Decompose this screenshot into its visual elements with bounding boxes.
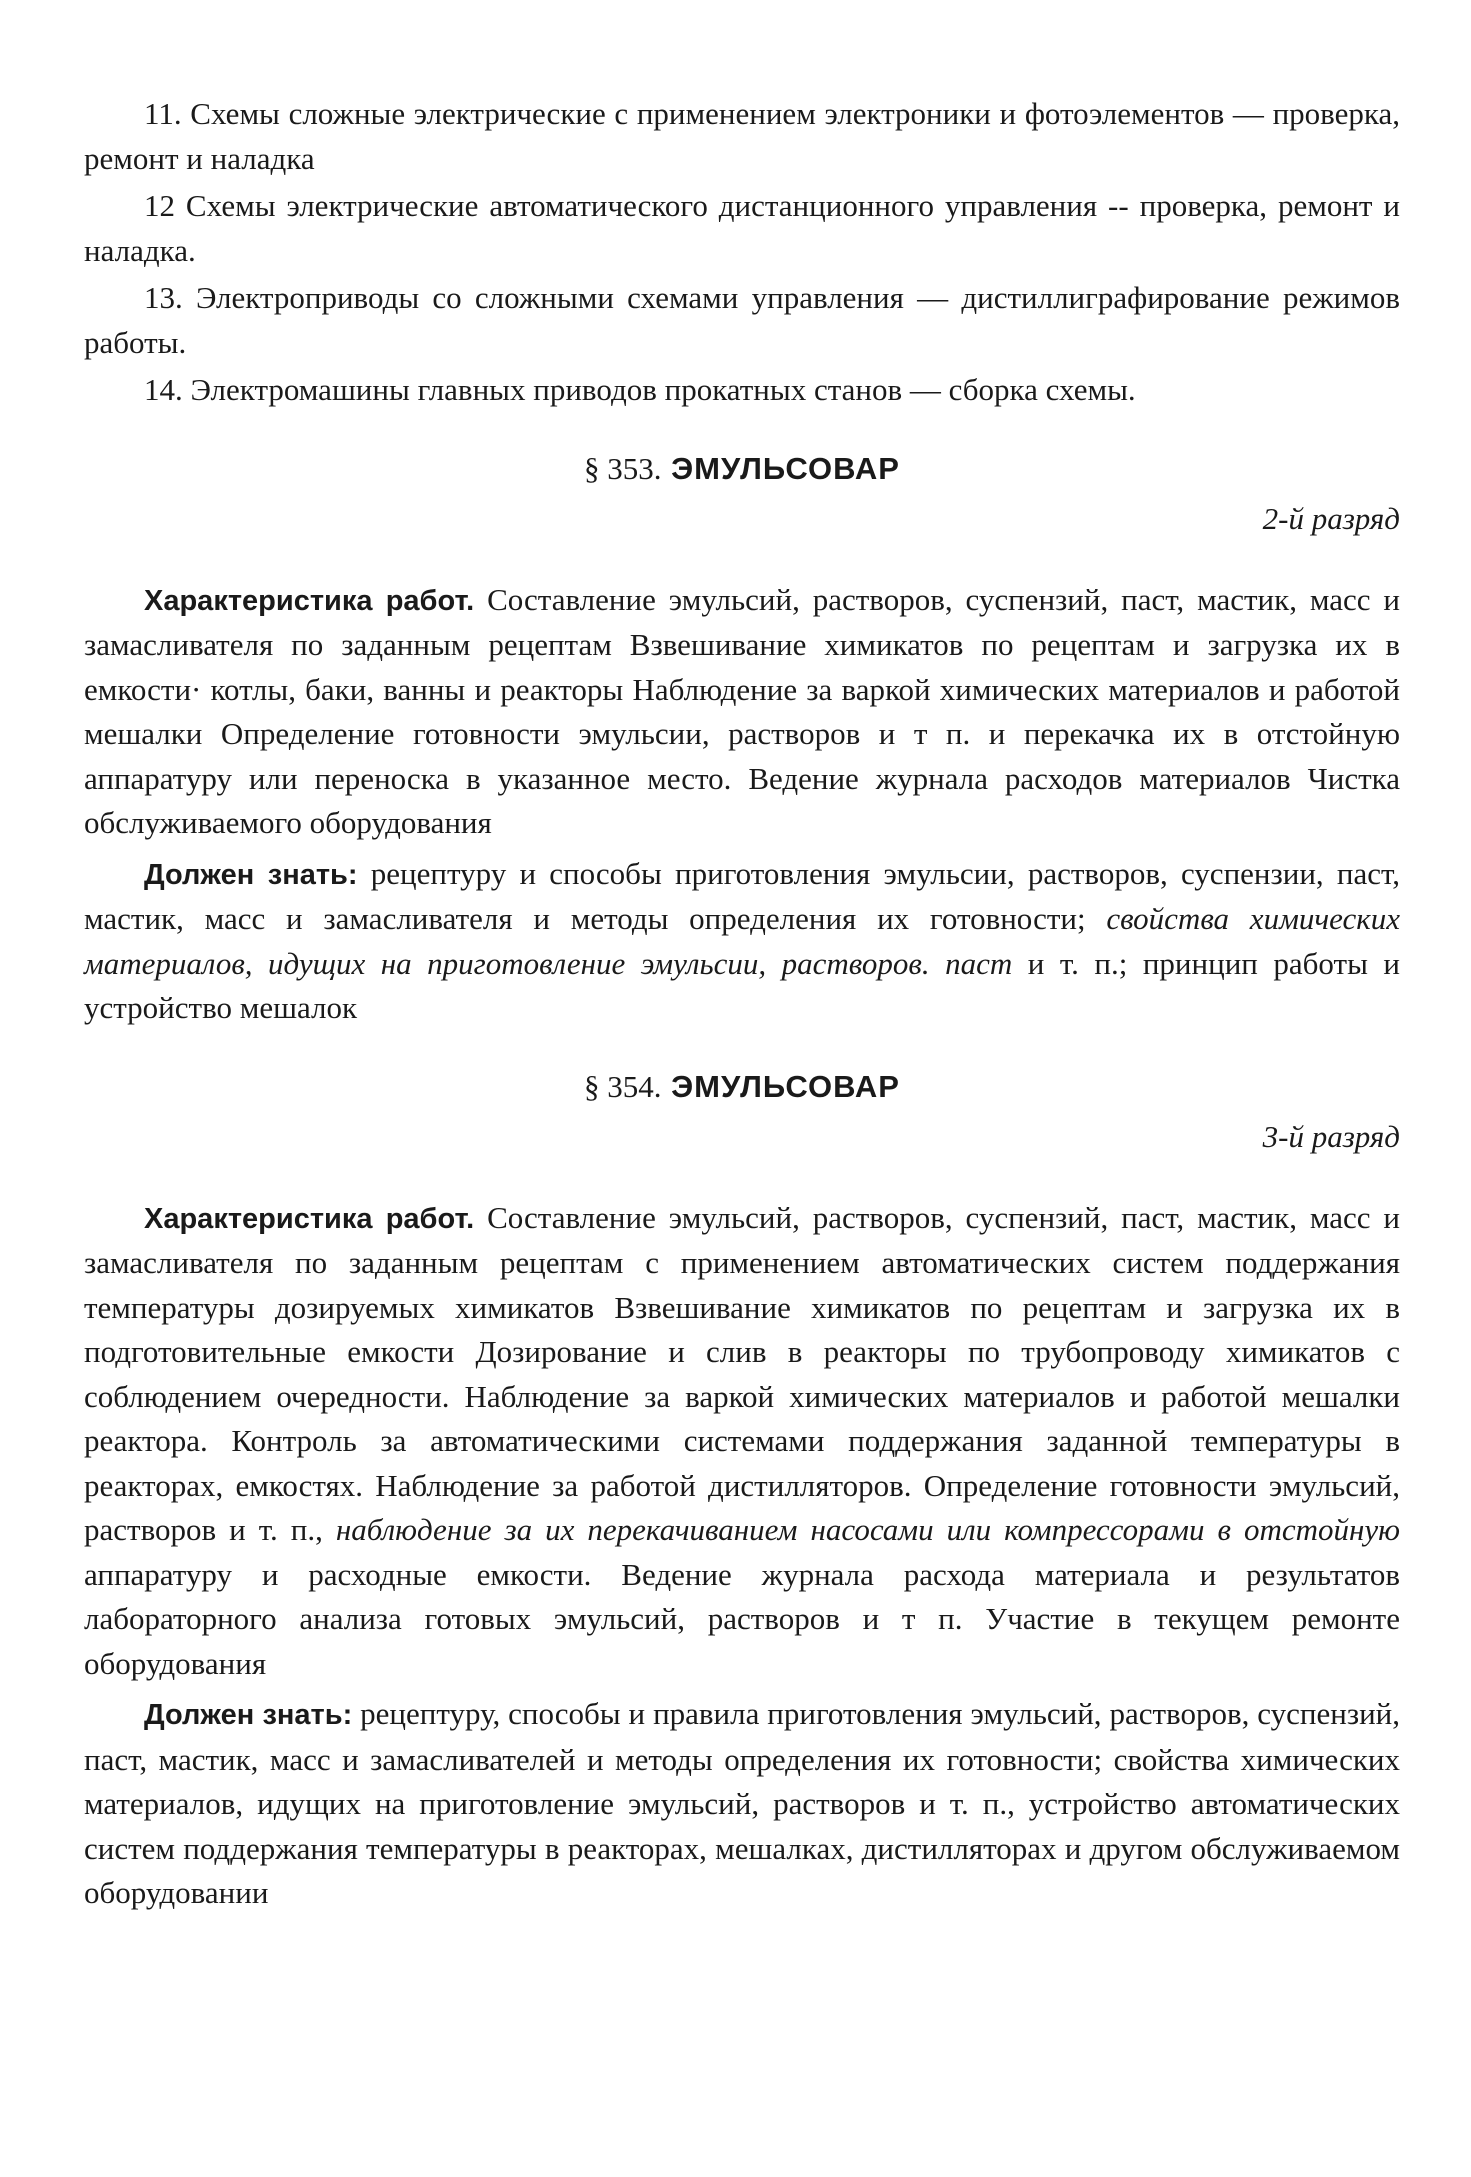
section-354-heading — [84, 1065, 1400, 1109]
section-353-heading — [84, 447, 1400, 491]
document-page — [84, 92, 1400, 1916]
characteristics-text: Составление эмульсий, растворов, суспензий, паст, мастик, масс и замасливателя по заданным рецептам с применением автоматических систем поддержания температуры дозируемых химикатов Взвешивание химикатов по рецептам и загрузка их в подготовительные емкости Дозирование и слив в реакторы по трубопроводу химикатов с соблюдением очередности. Наблюдение за варкой химических материалов и работой мешалки реактора. Контроль за автоматическими системами поддержания заданной температуры в реакторах, емкостях. Наблюдение за работой дистилляторов. Определение готовности эмульсий, растворов и т. п., — [84, 1199, 1400, 1547]
must-know-text: рецептуру и способы приготовления эмульсии, растворов, суспензии, паст, мастик, масс и замасливателя и методы определения их готовности; — [84, 855, 1400, 936]
section-number: § 354. — [583, 1068, 662, 1104]
must-know-text: рецептуру, способы и правила приготовления эмульсий, растворов, суспензий, паст, мастик, масс и замасливателей и методы определения их готовности; свойства химических материалов, идущих на приготовление эмульсий, растворов и т. п., устройство автоматических систем поддержания температуры в реакторах, мешалках, дистилляторах и другом обслуживаемом оборудовании — [84, 1696, 1400, 1910]
section-353-grade: 2-й разряд — [1262, 500, 1400, 536]
characteristics-italic-text: наблюдение за их перекачиванием насосами или компрессорами в отстойную — [335, 1512, 1401, 1547]
characteristics-label: Характеристика работ. — [144, 584, 475, 617]
section-title: ЭМУЛЬСОВАР — [671, 450, 900, 486]
characteristics-text: Составление эмульсий, растворов, суспензий, паст, мастик, масс и замасливателя по заданным рецептам Взвешивание химикатов по рецептам и загрузка их в емкости· котлы, баки, ванны и реакторы Наблюдение за варкой химических материалов и работой мешалки Определение готовности эмульсии, растворов и т п. и перекачка их в отстойную аппаратуру или переноска в указанное место. Ведение журнала расходов материалов Чистка обслуживаемого оборудования — [84, 581, 1400, 840]
list-item: 11. Схемы сложные электрические с применением электроники и фотоэлементов — проверка, ремонт и наладка — [84, 96, 1400, 176]
must-know-text-end: и т. п.; принцип работы и устройство мешалок — [84, 945, 1401, 1025]
list-item: 12 Схемы электрические автоматического дистанционного управления -- проверка, ремонт и наладка. — [84, 188, 1400, 268]
must-know-label: Должен знать: — [144, 1699, 353, 1731]
list-item: 13. Электроприводы со сложными схемами управления — дистиллиграфирование режимов работы. — [84, 280, 1400, 360]
must-know-label: Должен знать: — [144, 858, 358, 891]
section-353-characteristics — [84, 578, 1400, 846]
characteristics-text-end: аппаратуру и расходные емкости. Ведение журнала расхода материала и результатов лабораторного анализа готовых эмульсий, растворов и т п. Участие в текущем ремонте оборудования — [84, 1556, 1400, 1681]
section-title: ЭМУЛЬСОВАР — [671, 1068, 900, 1104]
section-353-must-know — [84, 852, 1400, 1031]
section-number: § 353. — [583, 450, 662, 486]
section-354-characteristics — [84, 1196, 1400, 1687]
section-354-must-know — [84, 1692, 1400, 1916]
list-item: 14. Электромашины главных приводов прокатных станов — сборка схемы. — [144, 372, 1136, 407]
section-354-grade: 3-й разряд — [1262, 1118, 1400, 1154]
characteristics-label: Характеристика работ. — [144, 1202, 475, 1235]
must-know-italic-text: свойства химических материалов, идущих на приготовление эмульсии, растворов. паст — [84, 901, 1401, 981]
